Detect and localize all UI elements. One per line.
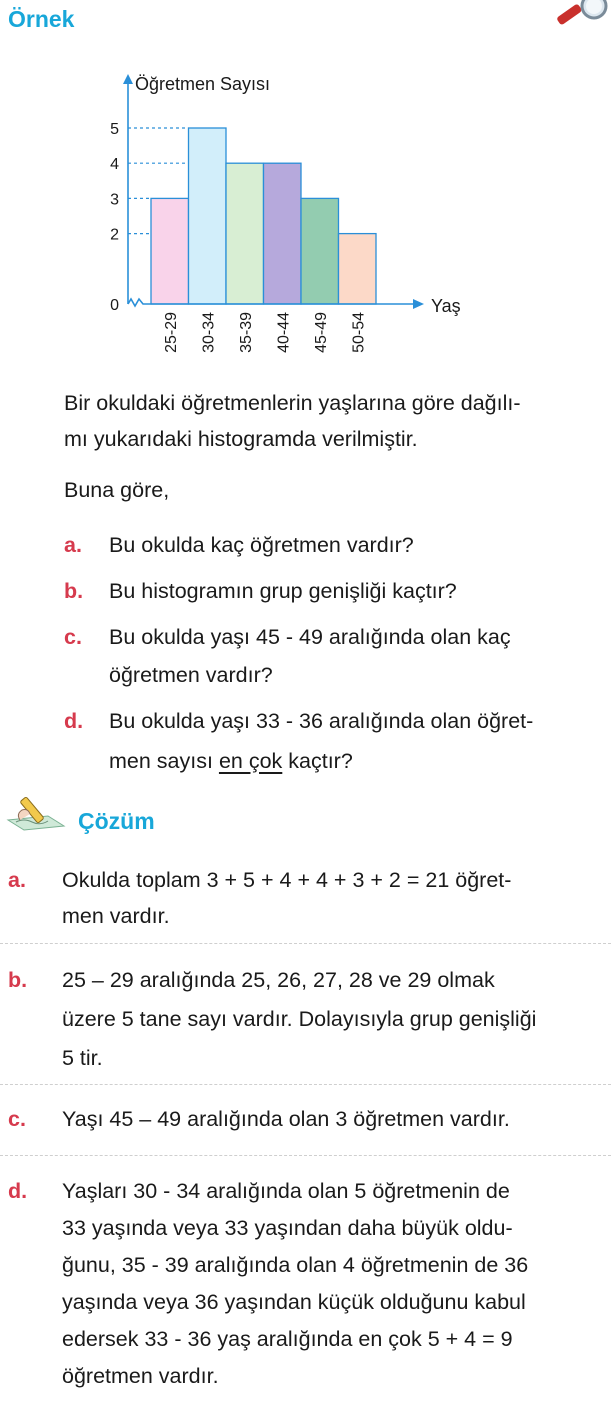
solution-heading: Çözüm xyxy=(78,808,155,834)
y-tick-label: 2 xyxy=(110,226,119,244)
solution-letter: b. xyxy=(8,968,28,992)
solution-line: 33 yaşında veya 33 yaşından daha büyük oldu- xyxy=(62,1216,513,1240)
x-tick-label: 25-29 xyxy=(162,312,180,353)
y-tick-label: 5 xyxy=(110,121,119,138)
solution-line: 5 tir. xyxy=(62,1046,103,1070)
x-axis-arrow xyxy=(413,299,424,309)
histogram-bar-30-34 xyxy=(189,128,227,304)
underlined-emphasis: en çok xyxy=(218,749,283,773)
problem-intro-line-1: Bir okuldaki öğretmenlerin yaşlarına göre dağılı- xyxy=(64,391,521,415)
solution-line: Okulda toplam 3 + 5 + 4 + 4 + 3 + 2 = 21 öğret- xyxy=(62,868,512,892)
question-text-continued xyxy=(109,743,604,779)
solution-line: edersek 33 - 36 yaş aralığında en çok 5 + 4 = 9 xyxy=(62,1327,513,1351)
solution-letter: a. xyxy=(8,868,26,892)
pencil-writing-icon xyxy=(6,790,68,832)
x-tick-label: 30-34 xyxy=(200,312,218,353)
x-tick-label: 50-54 xyxy=(350,312,368,353)
question-text: Bu okulda kaç öğretmen vardır? xyxy=(109,533,414,557)
solution-line: Yaşı 45 – 49 aralığında olan 3 öğretmen vardır. xyxy=(62,1107,510,1131)
solution-line: üzere 5 tane sayı vardır. Dolayısıyla grup genişliği xyxy=(62,1007,537,1031)
x-tick-labels xyxy=(163,312,368,353)
question-text: Bu histogramın grup genişliği kaçtır? xyxy=(109,579,457,603)
problem-intro-line-2: mı yukarıdaki histogramda verilmiştir. xyxy=(64,427,418,451)
solution-letter: d. xyxy=(8,1179,28,1203)
magnifier-icon xyxy=(548,0,608,30)
solution-letter: c. xyxy=(8,1107,26,1131)
y-tick-label: 0 xyxy=(110,297,119,314)
bars-group xyxy=(151,128,376,304)
axis-break xyxy=(128,299,150,306)
question-letter: c. xyxy=(64,625,82,649)
divider xyxy=(0,1155,611,1156)
histogram-bar-40-44 xyxy=(264,163,302,304)
histogram-bar-35-39 xyxy=(226,163,264,304)
histogram-bar-25-29 xyxy=(151,198,189,304)
y-tick-labels xyxy=(110,121,119,314)
x-tick-label: 45-49 xyxy=(312,312,330,353)
question-letter: a. xyxy=(64,533,82,557)
problem-lead: Buna göre, xyxy=(64,478,170,502)
question-text: Bu okulda yaşı 45 - 49 aralığında olan kaç xyxy=(109,625,511,649)
solution-line: öğretmen vardır. xyxy=(62,1364,219,1388)
solution-line: 25 – 29 aralığında 25, 26, 27, 28 ve 29 olmak xyxy=(62,968,495,992)
divider xyxy=(0,1084,611,1085)
solution-line: ğunu, 35 - 39 aralığında olan 4 öğretmenin de 36 xyxy=(62,1253,529,1277)
histogram-bar-45-49 xyxy=(301,198,339,304)
y-tick-label: 3 xyxy=(110,191,119,209)
x-tick-label: 35-39 xyxy=(237,312,255,353)
y-tick-label: 4 xyxy=(110,156,119,174)
question-letter: d. xyxy=(64,709,84,733)
y-axis-arrow xyxy=(123,74,133,84)
solution-line: yaşında veya 36 yaşından küçük olduğunu kabul xyxy=(62,1290,526,1314)
question-text: Bu okulda yaşı 33 - 36 aralığında olan öğret- xyxy=(109,709,534,733)
example-heading: Örnek xyxy=(8,6,75,32)
histogram-chart xyxy=(95,68,475,373)
x-tick-label: 40-44 xyxy=(275,312,293,353)
solution-line: men vardır. xyxy=(62,904,170,928)
text-segment: kaçtır? xyxy=(282,749,353,773)
question-letter: b. xyxy=(64,579,84,603)
y-axis-label: Öğretmen Sayısı xyxy=(135,74,271,94)
question-text-continued: öğretmen vardır? xyxy=(109,663,273,687)
divider xyxy=(0,943,611,944)
solution-line: Yaşları 30 - 34 aralığında olan 5 öğretmenin de xyxy=(62,1179,510,1203)
text-segment: men sayısı xyxy=(109,749,219,773)
histogram-bar-50-54 xyxy=(339,234,377,304)
x-axis-label: Yaş xyxy=(431,296,461,316)
